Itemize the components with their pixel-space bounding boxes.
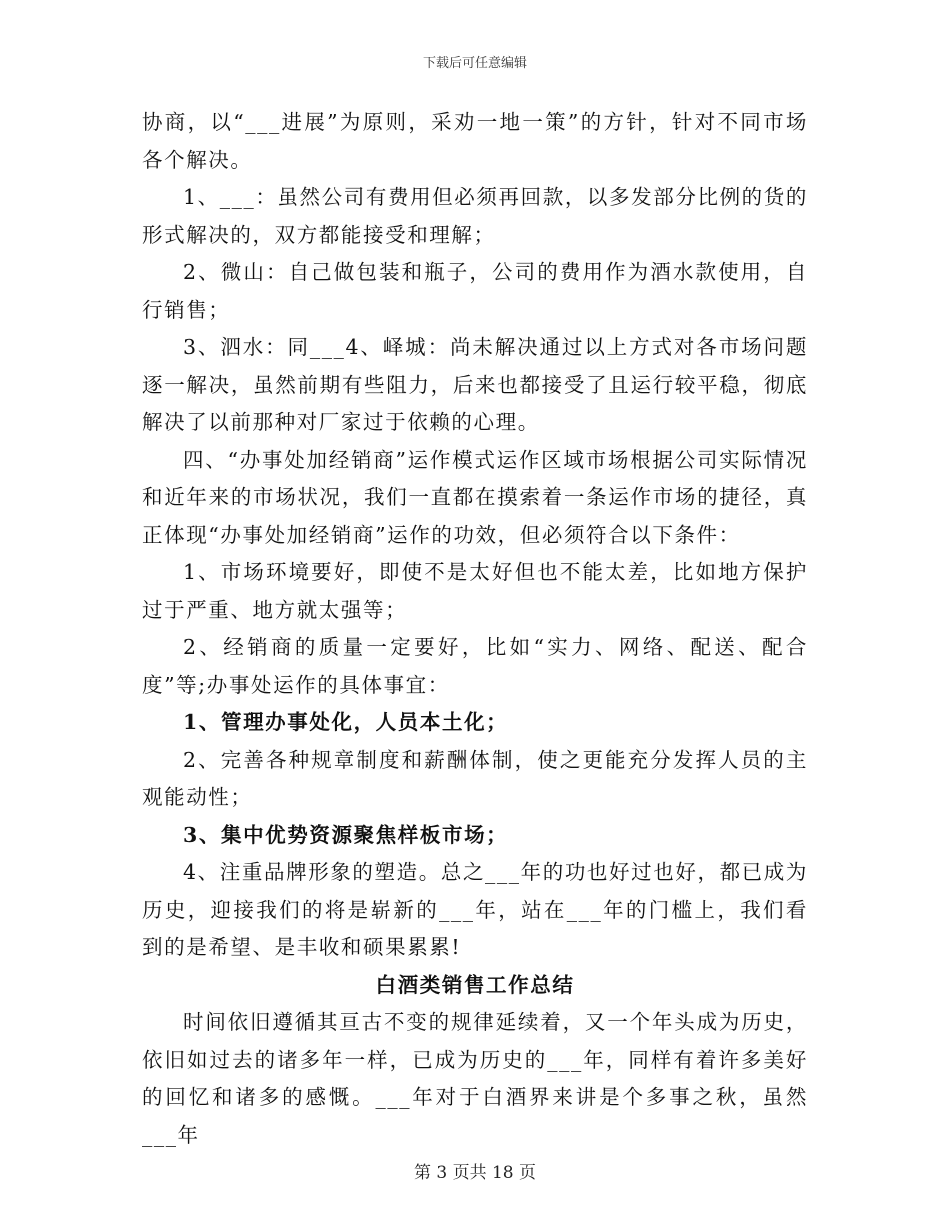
paragraph: 四、“办事处加经销商”运作模式运作区域市场根据公司实际情况和近年来的市场状况，我们一直都在摸索着一条运作市场的捷径，真正体现“办事处加经销商”运作的功效，但必须符合以下条件： [142,447,808,547]
paragraph: 时间依旧遵循其亘古不变的规律延续着，又一个年头成为历史，依旧如过去的诸多年一样，已成为历史的___年，同样有着许多美好的回忆和诸多的感慨。___年对于白酒界来讲是个多事之秋，虽然___年 [142,1010,808,1147]
bold-paragraph: 3、集中优势资源聚焦样板市场； [183,822,509,847]
paragraph: 2、经销商的质量一定要好，比如“实力、网络、配送、配合度”等;办事处运作的具体事宜： [142,635,808,697]
page-header: 下载后可任意编辑 [422,56,527,71]
paragraph: 1、___：虽然公司有费用但必须再回款，以多发部分比例的货的形式解决的，双方都能接受和理解； [142,185,808,247]
page-footer: 第 3 页共 18 页 [413,1163,537,1183]
paragraph: 2、完善各种规章制度和薪酬体制，使之更能充分发挥人员的主观能动性； [142,747,808,809]
bold-paragraph: 1、管理办事处化，人员本土化； [183,710,509,734]
section-heading: 白酒类销售工作总结 [375,972,575,997]
paragraph: 1、市场环境要好，即使不是太好但也不能太差，比如地方保护过于严重、地方就太强等； [142,560,808,622]
paragraph: 3、泗水：同___4、峄城：尚未解决通过以上方式对各市场问题逐一解决，虽然前期有些阻力，后来也都接受了且运行较平稳，彻底解决了以前那种对厂家过于依赖的心理。 [142,335,808,434]
paragraph: 4、注重品牌形象的塑造。总之___年的功也好过也好，都已成为历史，迎接我们的将是崭新的___年，站在___年的门槛上，我们看到的是希望、是丰收和硕果累累! [142,860,808,959]
document-body [142,104,808,1154]
paragraph: 2、微山：自己做包装和瓶子，公司的费用作为酒水款使用，自行销售； [142,260,808,322]
paragraph: 协商，以“___进展”为原则，采劝一地一策”的方针，针对不同市场各个解决。 [142,110,808,172]
